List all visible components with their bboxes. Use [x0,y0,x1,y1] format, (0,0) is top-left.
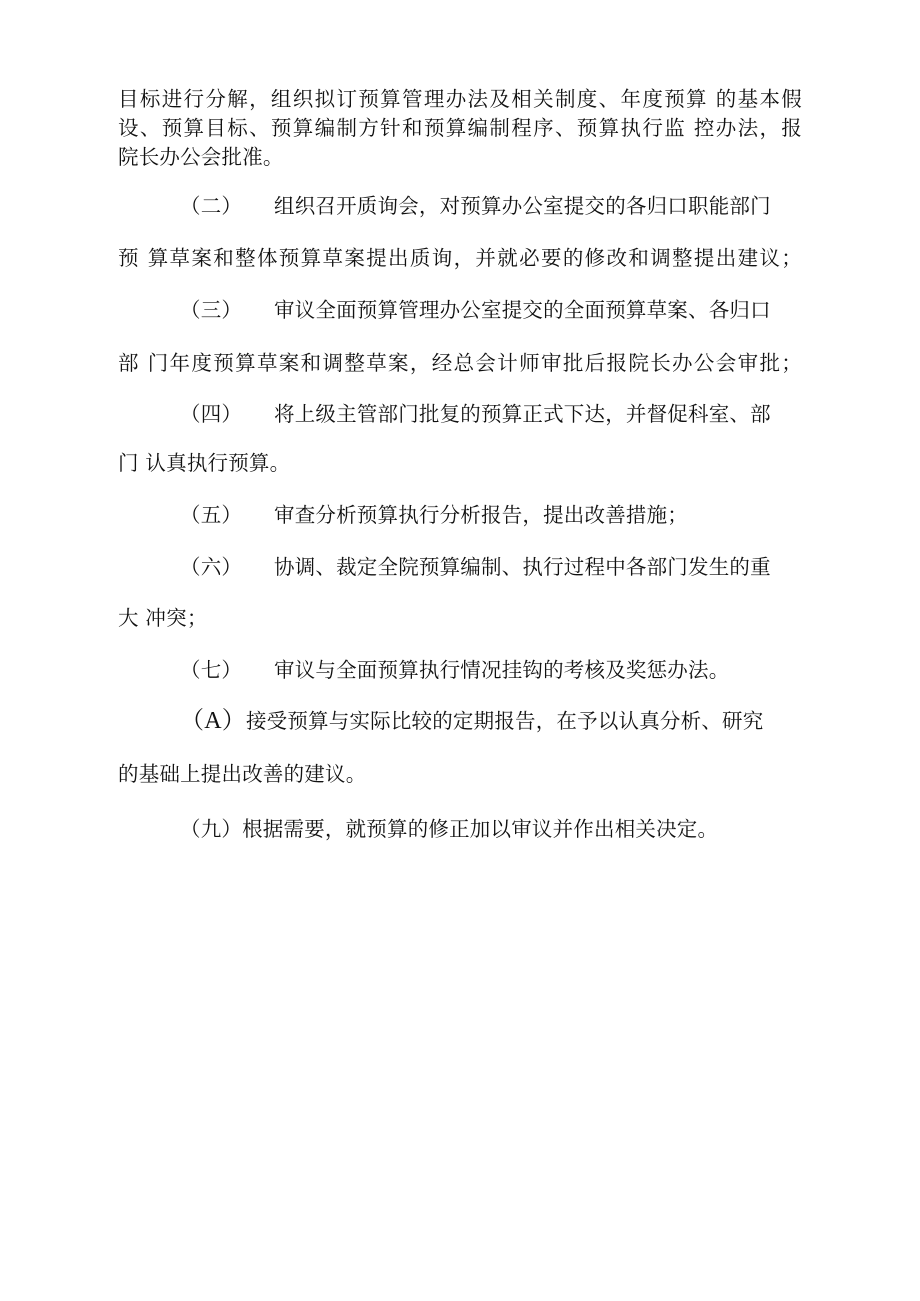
list-item-2-text: 组织召开质询会，对预算办公室提交的各归口职能部门 [274,194,771,218]
list-item-9-first-line [118,814,802,844]
list-item-3-number: （三） [180,298,243,322]
list-item-4-number: （四） [180,402,243,426]
list-item-9-number: （九） [180,817,243,841]
list-item-8-first-line [118,706,802,736]
list-item-7-first-line [118,655,802,685]
list-item-2-number: （二） [180,194,243,218]
list-item-9-text: 根据需要，就预算的修正加以审议并作出相关决定。 [242,817,719,841]
list-item-6-first-line [118,552,802,582]
list-item-4-text: 将上级主管部门批复的预算正式下达，并督促科室、部 [274,402,771,426]
list-item-7-number: （七） [180,658,243,682]
intro-line-3: 院长办公会批准。 [118,145,284,169]
list-item-6-number: （六） [180,555,243,579]
list-item-5-text: 审查分析预算执行分析报告，提出改善措施； [274,503,688,527]
list-item-5-number: （五） [180,503,243,527]
intro-line-2: 设、预算目标、预算编制方针和预算编制程序、预算执行监 控办法，报 [118,116,802,140]
list-item-5-first-line [118,500,802,530]
list-item-8-text: 接受预算与实际比较的定期报告，在予以认真分析、研究 [245,709,764,733]
list-item-6-line-2: 大 冲突； [118,606,208,630]
list-item-4-line-2: 门 认真执行预算。 [118,451,291,475]
list-item-7-text: 审议与全面预算执行情况挂钩的考核及奖惩办法。 [274,658,730,682]
list-item-8-number: （A） [180,708,246,734]
list-item-2-first-line [118,191,802,221]
list-item-2-line-2: 预 算草案和整体预算草案提出质询，并就必要的修改和调整提出建议； [118,246,802,270]
list-item-3-first-line [118,295,802,325]
list-item-8-line-2: 的基础上提出改善的建议。 [118,762,367,786]
intro-line-1: 目标进行分解，组织拟订预算管理办法及相关制度、年度预算 的基本假 [118,87,802,111]
list-item-6-text: 协调、裁定全院预算编制、执行过程中各部门发生的重 [274,555,771,579]
list-item-4-first-line [118,399,802,429]
list-item-3-text: 审议全面预算管理办公室提交的全面预算草案、各归口 [274,298,771,322]
list-item-3-line-2: 部 门年度预算草案和调整草案，经总会计师审批后报院长办公会审批； [118,351,802,375]
